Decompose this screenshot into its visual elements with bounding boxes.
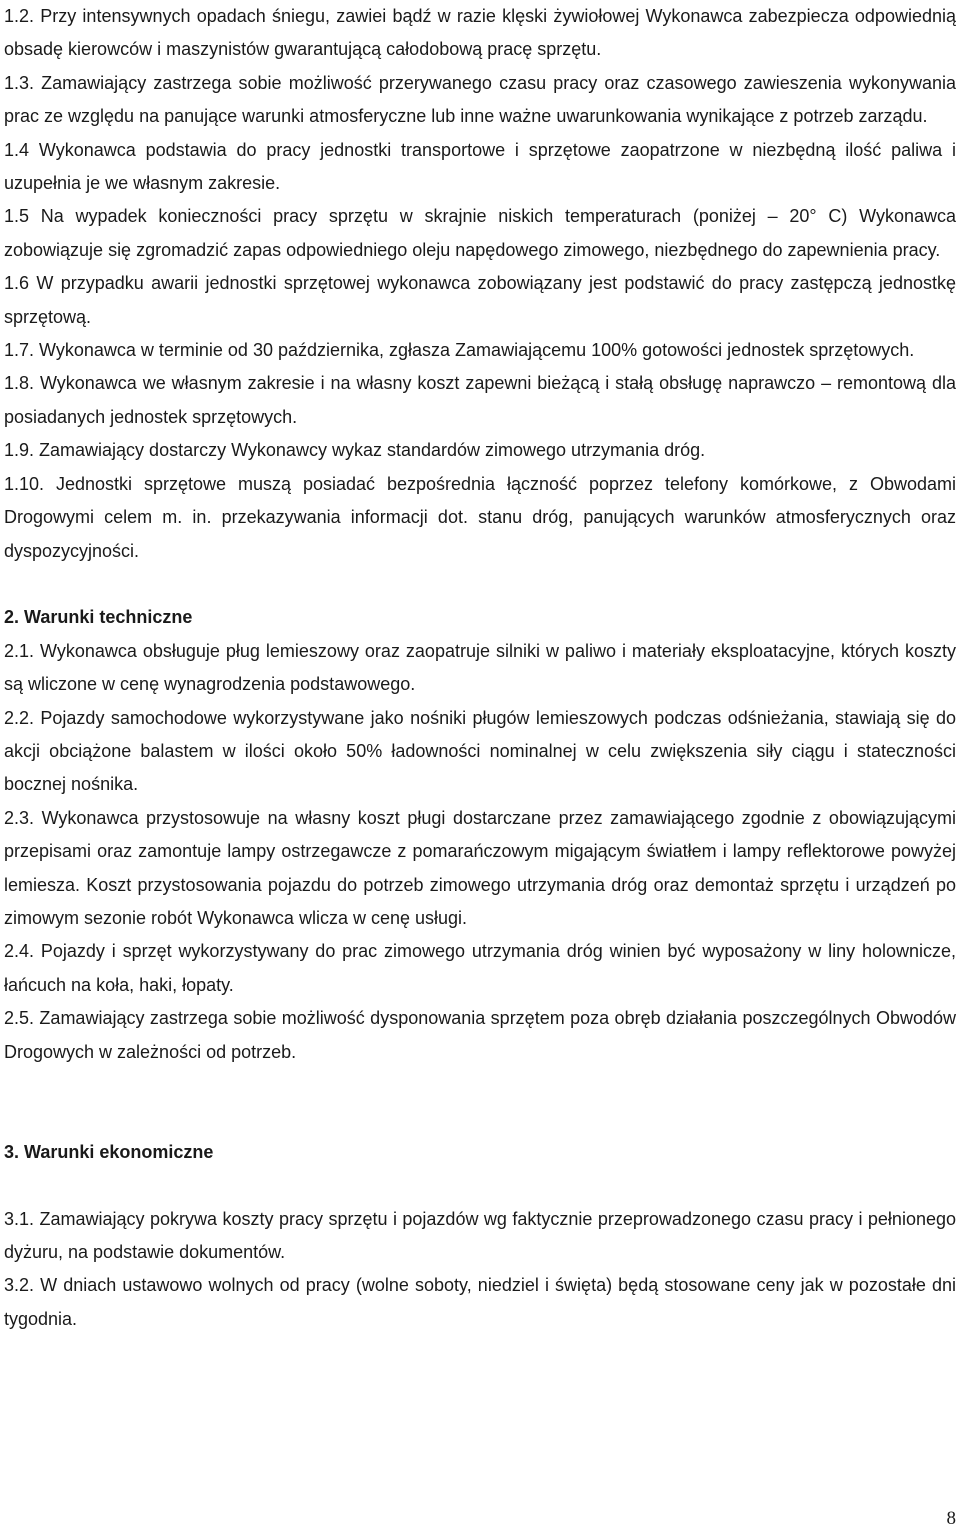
paragraph-1-7: 1.7. Wykonawca w terminie od 30 października, zgłasza Zamawiającemu 100% gotowości jednostek sprzętowych.	[4, 340, 915, 361]
paragraph-1-2: 1.2. Przy intensywnych opadach śniegu, zawiei bądź w razie klęski żywiołowej Wykonawca zabezpiecza odpowiednią obsadę kierowców i maszynistów gwarantującą całodobową pracę sprzętu.	[4, 6, 956, 60]
paragraph-1-9: 1.9. Zamawiający dostarczy Wykonawcy wykaz standardów zimowego utrzymania dróg.	[4, 440, 706, 461]
spacer	[4, 568, 956, 601]
document-page	[4, 0, 956, 1336]
section-2-heading: 2. Warunki techniczne	[4, 607, 193, 628]
spacer	[4, 1069, 956, 1102]
paragraph-3-1: 3.1. Zamawiający pokrywa koszty pracy sprzętu i pojazdów wg faktycznie przeprowadzonego czasu pracy i pełnionego dyżuru, na podstawie dokumentów.	[4, 1208, 956, 1262]
paragraph-2-5: 2.5. Zamawiający zastrzega sobie możliwość dysponowania sprzętem poza obręb działania poszczególnych Obwodów Drogowych w zależności od potrzeb.	[4, 1008, 956, 1062]
paragraph-1-8: 1.8. Wykonawca we własnym zakresie i na własny koszt zapewni bieżącą i stałą obsługę naprawczo – remontową dla posiadanych jednostek sprzętowych.	[4, 373, 956, 427]
paragraph-1-10: 1.10. Jednostki sprzętowe muszą posiadać bezpośrednia łączność poprzez telefony komórkowe, z Obwodami Drogowymi celem m. in. przekazywania informacji dot. stanu dróg, panujących warunków atmosferycznych oraz dyspozycyjności.	[4, 473, 956, 561]
paragraph-1-3: 1.3. Zamawiający zastrzega sobie możliwość przerywanego czasu pracy oraz czasowego zawieszenia wykonywania prac ze względu na panujące warunki atmosferyczne lub inne ważne uwarunkowania wynikające z potrzeb zarządu.	[4, 72, 956, 127]
paragraph-3-2: 3.2. W dniach ustawowo wolnych od pracy (wolne soboty, niedziel i święta) będą stosowane ceny jak w pozostałe dni tygodnia.	[4, 1275, 956, 1329]
paragraph-1-6: 1.6 W przypadku awarii jednostki sprzętowej wykonawca zobowiązany jest podstawić do pracy zastępczą jednostkę sprzętową.	[4, 273, 956, 327]
paragraph-2-3: 2.3. Wykonawca przystosowuje na własny koszt pługi dostarczane przez zamawiającego zgodnie z obowiązującymi przepisami oraz zamontuje lampy ostrzegawcze z pomarańczowym migającym światłem i lampy reflektorowe powyżej lemiesza. Koszt przystosowania pojazdu do potrzeb zimowego utrzymania dróg oraz demontaż sprzętu i urządzeń po zimowym sezonie robót Wykonawca wlicza w cenę usługi.	[4, 807, 956, 928]
spacer	[4, 1102, 956, 1135]
spacer	[4, 1169, 956, 1202]
paragraph-1-4: 1.4 Wykonawca podstawia do pracy jednostki transportowe i sprzętowe zaopatrzone w niezbędną ilość paliwa i uzupełnia je we własnym zakresie.	[4, 139, 956, 194]
page-number: 8	[946, 1508, 956, 1529]
paragraph-1-5: 1.5 Na wypadek konieczności pracy sprzętu w skrajnie niskich temperaturach (poniżej – 20° C) Wykonawca zobowiązuje się zgromadzić zapas odpowiedniego oleju napędowego zimowego, niezbędnego do zapewnienia pracy.	[4, 206, 956, 260]
paragraph-2-1: 2.1. Wykonawca obsługuje pług lemieszowy oraz zaopatruje silniki w paliwo i materiały eksploatacyjne, których koszty są wliczone w cenę wynagrodzenia podstawowego.	[4, 640, 956, 695]
paragraph-2-2: 2.2. Pojazdy samochodowe wykorzystywane jako nośniki pługów lemieszowych podczas odśnieżania, stawiają się do akcji obciążone balastem w ilości około 50% ładowności nominalnej w celu zwiększenia siły ciągu i stateczności bocznej nośnika.	[4, 707, 956, 795]
paragraph-2-4: 2.4. Pojazdy i sprzęt wykorzystywany do prac zimowego utrzymania dróg winien być wyposażony w liny holownicze, łańcuch na koła, haki, łopaty.	[4, 941, 956, 995]
section-3-heading: 3. Warunki ekonomiczne	[4, 1141, 214, 1162]
